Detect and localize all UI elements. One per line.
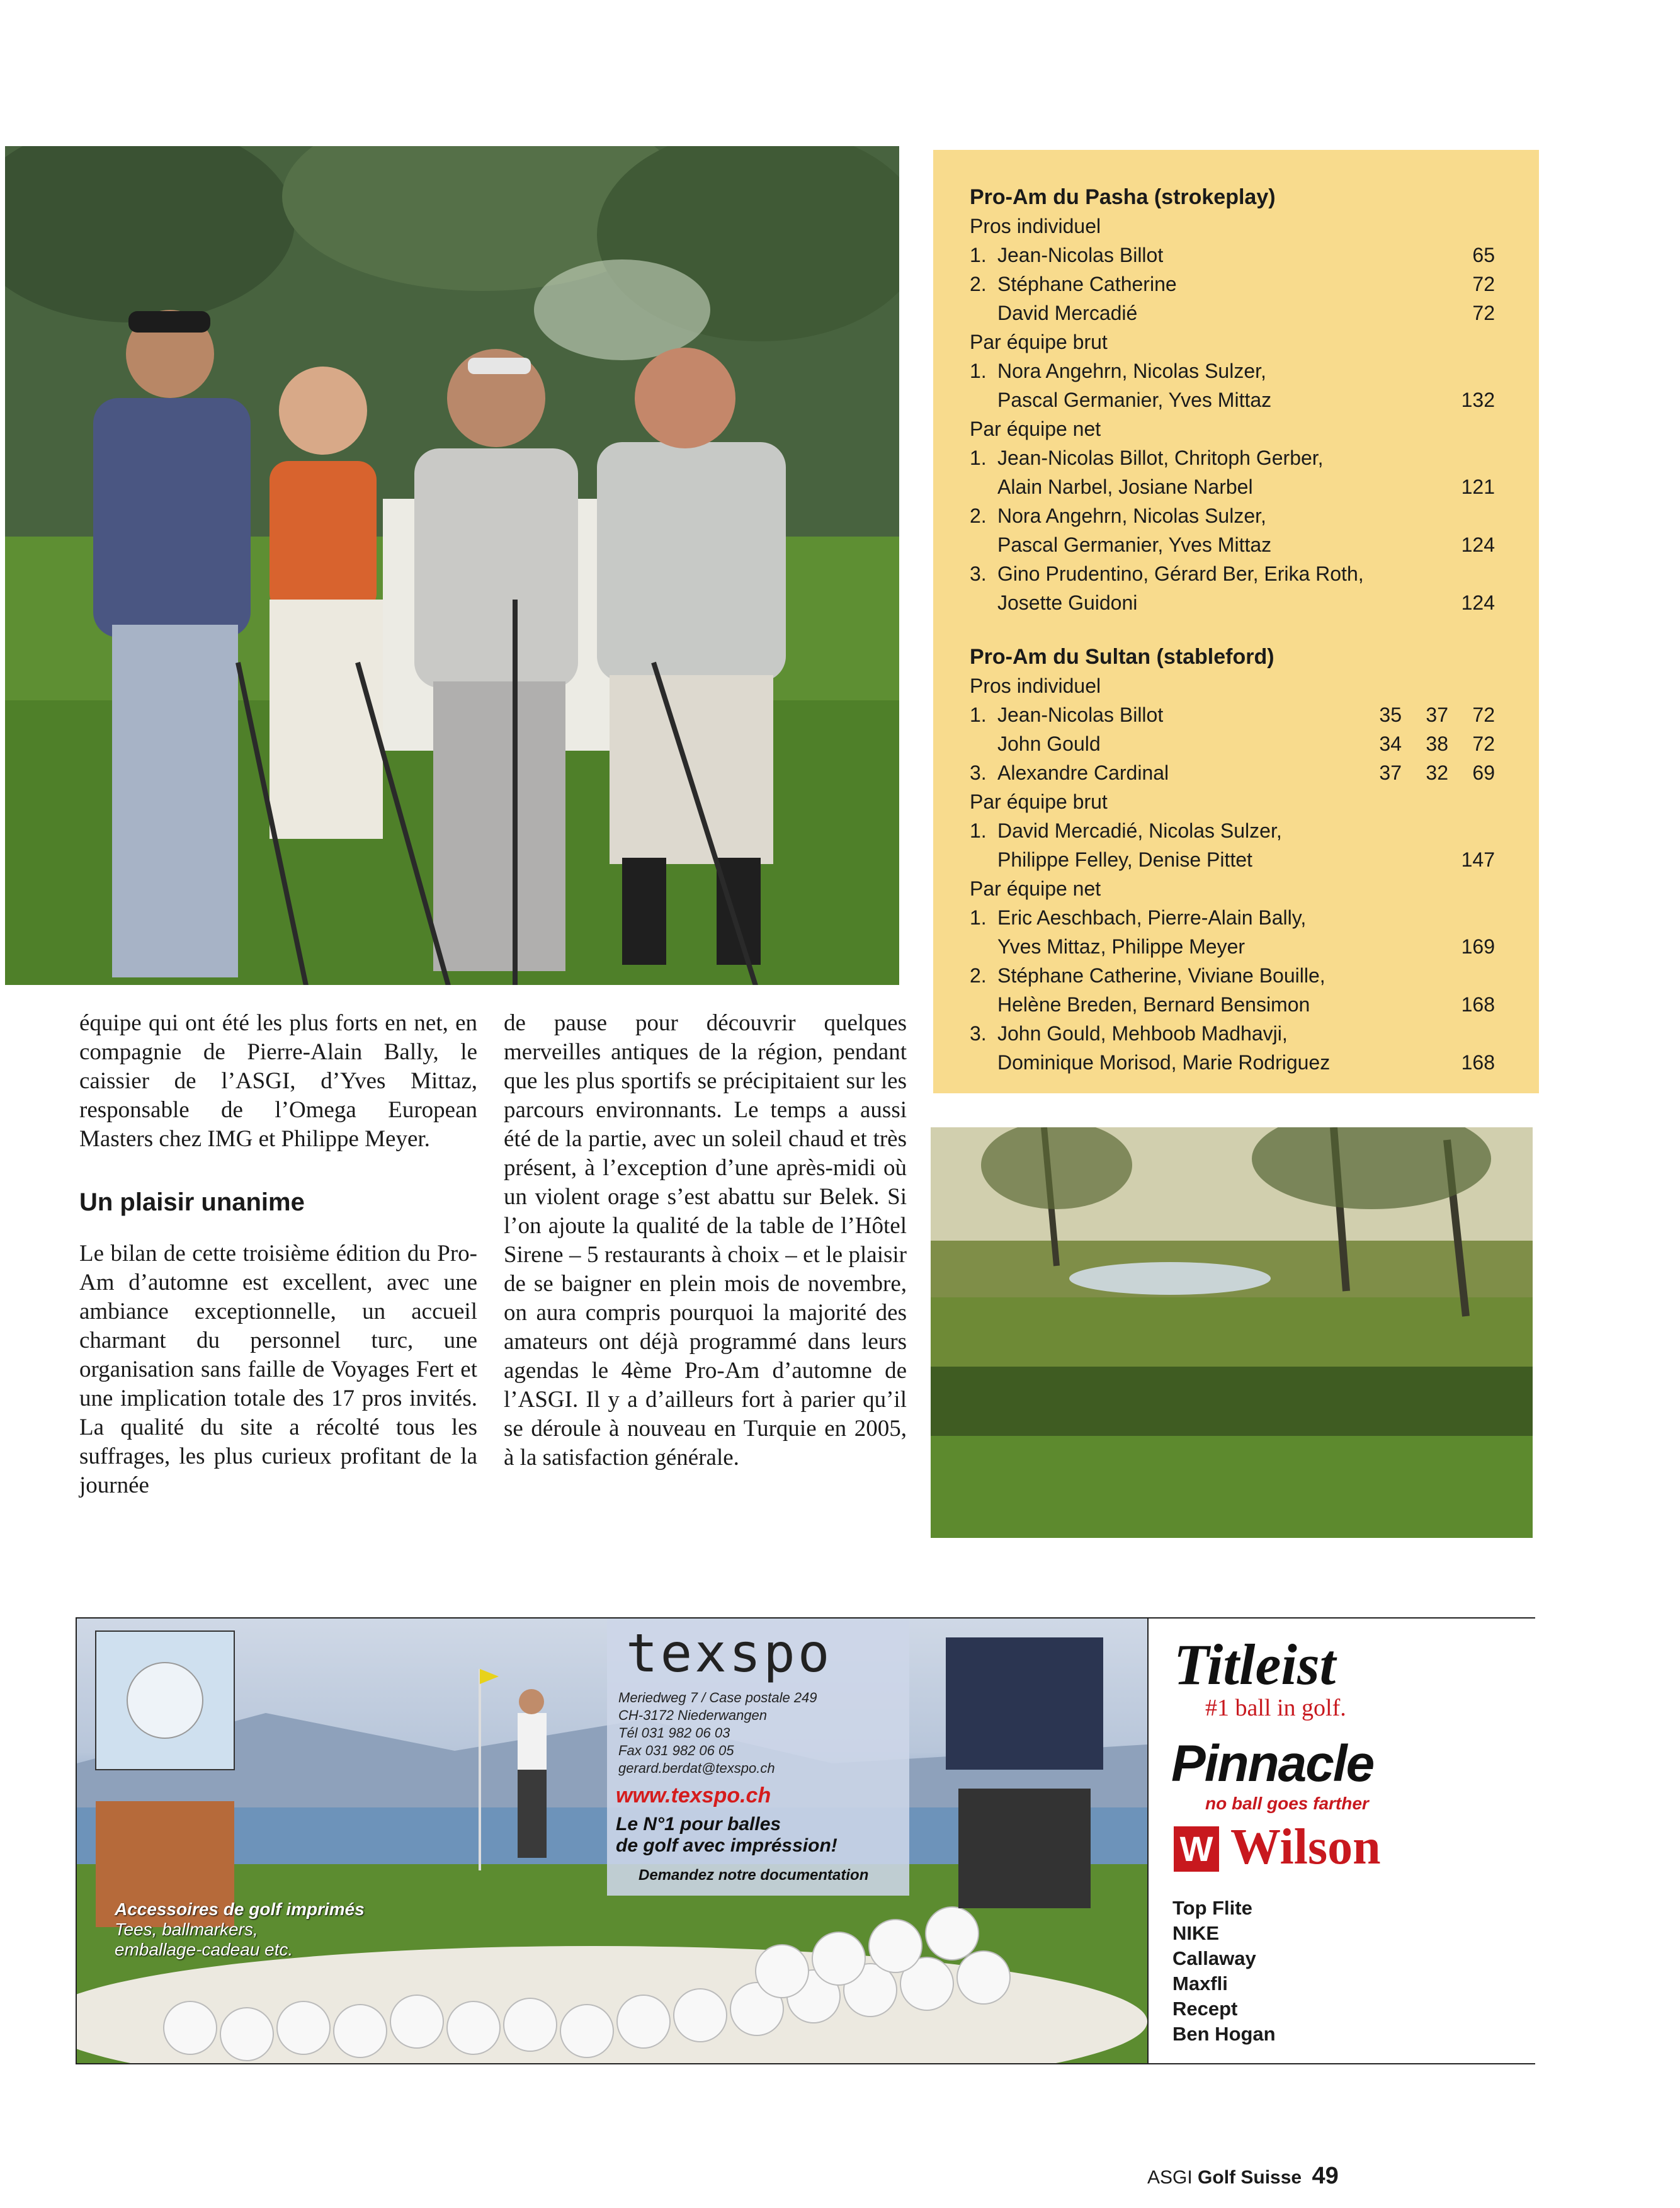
- wilson-w-icon: W: [1174, 1826, 1219, 1872]
- team-line2: Alain Narbel, Josiane Narbel: [997, 475, 1253, 498]
- footer-brand: Golf Suisse: [1198, 2167, 1302, 2188]
- pasha-title: Pro-Am du Pasha (strokeplay): [970, 185, 1276, 209]
- pinnacle-tagline: no ball goes farther: [1205, 1794, 1369, 1813]
- score: 147: [1461, 848, 1495, 871]
- sultan-net-team-row-cont: [970, 990, 1495, 1019]
- rank: 1.: [970, 703, 987, 726]
- texspo-advertisement: [76, 1617, 1535, 2064]
- sultan-brut-team-row-cont: [970, 845, 1495, 874]
- article-column-2: [504, 1009, 907, 1472]
- rank: 3.: [970, 562, 987, 585]
- address-line: Meriedweg 7 / Case postale 249: [618, 1690, 817, 1705]
- team-line2: Philippe Felley, Denise Pittet: [997, 848, 1252, 871]
- pasha-brut-label: Par équipe brut: [970, 331, 1108, 353]
- team-line1: David Mercadié, Nicolas Sulzer,: [997, 819, 1282, 842]
- results-pasha: [970, 183, 1495, 617]
- sultan-pro-row: [970, 729, 1495, 758]
- team-line1: Gino Prudentino, Gérard Ber, Erika Roth,: [997, 562, 1364, 585]
- sultan-net-team-row: [970, 903, 1495, 932]
- score: 169: [1461, 935, 1495, 958]
- pasha-net-team-row-cont: [970, 472, 1495, 501]
- texspo-claim-line1: Le N°1 pour balles: [616, 1814, 781, 1835]
- team-line2: Dominique Morisod, Marie Rodriguez: [997, 1051, 1331, 1074]
- round-2-score: 38: [1426, 732, 1448, 755]
- article-body-col1: Le bilan de cette troisième édition du Pro-Am d’automne est excellent, avec une ambiance exceptionnelle, un accueil charmant du personnel turc, une organisation sans faille de Voyages Fert et une implication totale des 17 pros invités. La qualité du site a récolté tous les suffrages, les plus curieux profitant de la journée: [79, 1241, 477, 1498]
- player-name: Stéphane Catherine: [997, 273, 1177, 295]
- pasha-net-team-row-cont: [970, 588, 1495, 617]
- rank: 1.: [970, 819, 987, 842]
- player-name: Jean-Nicolas Billot: [997, 703, 1164, 726]
- player-name: Jean-Nicolas Billot: [997, 244, 1164, 266]
- sultan-title: Pro-Am du Sultan (stableford): [970, 645, 1274, 669]
- texspo-logo: texspo: [626, 1622, 832, 1684]
- page-number: 49: [1312, 2163, 1339, 2189]
- address-line: CH-3172 Niederwangen: [618, 1707, 768, 1723]
- team-line1: John Gould, Mehboob Madhavji,: [997, 1022, 1288, 1045]
- footer-brand-prefix: ASGI: [1147, 2167, 1193, 2188]
- rank: 2.: [970, 504, 987, 527]
- texspo-info-panel: [607, 1619, 909, 1896]
- rank: 1.: [970, 447, 987, 469]
- article-intro: équipe qui ont été les plus forts en net, en compagnie de Pierre-Alain Bally, le caissier de l’ASGI, d’Yves Mittaz, responsable de l’Omega European Masters chez IMG et Philippe Meyer.: [79, 1010, 477, 1152]
- team-line1: Jean-Nicolas Billot, Chritoph Gerber,: [997, 447, 1324, 469]
- results-box: [933, 150, 1539, 1093]
- pasha-net-team-row: [970, 443, 1495, 472]
- results-sultan: [970, 642, 1495, 1077]
- course-photo: [931, 1127, 1533, 1538]
- address-line: Fax 031 982 06 05: [618, 1743, 734, 1758]
- brand-item: Ben Hogan: [1172, 2023, 1276, 2045]
- texspo-website-link[interactable]: www.texspo.ch: [616, 1784, 771, 1807]
- golf-course-illustration: [931, 1127, 1533, 1538]
- brand-item: Maxfli: [1172, 1972, 1228, 1995]
- sultan-brut-label: Par équipe brut: [970, 790, 1108, 813]
- wilson-logo: Wilson: [1230, 1819, 1381, 1875]
- player-name: David Mercadié: [997, 302, 1138, 324]
- total-score: 72: [1472, 732, 1495, 755]
- sultan-net-team-row-cont: [970, 932, 1495, 961]
- address-line: Tél 031 982 06 03: [618, 1725, 730, 1741]
- pasha-brut-team-row-cont: [970, 385, 1495, 414]
- brand-list: [1172, 1896, 1276, 2047]
- team-line1: Stéphane Catherine, Viviane Bouille,: [997, 964, 1325, 987]
- rank: 1.: [970, 906, 987, 929]
- sultan-net-team-row: [970, 961, 1495, 990]
- team-line1: Eric Aeschbach, Pierre-Alain Bally,: [997, 906, 1307, 929]
- team-line2: Helène Breden, Bernard Bensimon: [997, 993, 1310, 1016]
- accessories-line1: Tees, ballmarkers,: [115, 1920, 258, 1939]
- brand-item: Top Flite: [1172, 1897, 1252, 1919]
- texspo-cta: Demandez notre documentation: [639, 1867, 869, 1884]
- sultan-net-team-row-cont: [970, 1048, 1495, 1077]
- sultan-pros-label: Pros individuel: [970, 674, 1101, 697]
- rank: 1.: [970, 360, 987, 382]
- sultan-net-label: Par équipe net: [970, 877, 1101, 900]
- pasha-net-team-row-cont: [970, 530, 1495, 559]
- rank: 3.: [970, 1022, 987, 1045]
- score: 124: [1461, 533, 1495, 556]
- score: 168: [1461, 993, 1495, 1016]
- texspo-claim-line2: de golf avec impréssion!: [616, 1835, 837, 1856]
- address-line: gerard.berdat@texspo.ch: [618, 1760, 775, 1776]
- sultan-net-team-row: [970, 1019, 1495, 1048]
- accessories-caption: [115, 1899, 365, 1960]
- score: 65: [1472, 244, 1495, 266]
- round-1-score: 35: [1379, 703, 1402, 726]
- rank: 2.: [970, 964, 987, 987]
- brand-item: Callaway: [1172, 1947, 1256, 1969]
- article-body-col2: de pause pour découvrir quelques merveilles antiques de la région, pendant que les plus sportifs se précipitaient sur les parcours environnants. Le temps a aussi été de la partie, avec un soleil chaud et très présent, à l’exception d’une après-midi où un violent orage s’est abattu sur Belek. Si l’on ajoute la qualité de la table de l’Hôtel Sirene – 5 restaurants à choix – et le plaisir de se baigner en plein mois de novembre, on aura compris pourquoi la majorité des amateurs ont déjà programmé dans leurs agendas le 4ème Pro-Am d’automne de l’ASGI. Il y a d’ailleurs fort à parier qu’il se déroule à nouveau en Turquie en 2005, à la satisfaction générale.: [504, 1010, 907, 1471]
- round-1-score: 37: [1379, 761, 1402, 784]
- score: 132: [1461, 389, 1495, 411]
- player-name: John Gould: [997, 732, 1101, 755]
- rank: 2.: [970, 273, 987, 295]
- sultan-brut-team-row: [970, 816, 1495, 845]
- brand-item: Recept: [1172, 1998, 1238, 2020]
- accessories-line2: emballage-cadeau etc.: [115, 1940, 293, 1959]
- pasha-pro-row: [970, 241, 1495, 270]
- pasha-pro-row: [970, 299, 1495, 327]
- page-footer: [1147, 2163, 1339, 2190]
- group-photo: [5, 146, 899, 985]
- texspo-address: [618, 1689, 817, 1777]
- rank: 3.: [970, 761, 987, 784]
- titleist-logo: Titleist: [1174, 1632, 1336, 1697]
- article-subhead: Un plaisir unanime: [79, 1188, 305, 1216]
- score: 124: [1461, 591, 1495, 614]
- team-line1: Nora Angehrn, Nicolas Sulzer,: [997, 504, 1266, 527]
- pasha-brut-team-row: [970, 356, 1495, 385]
- total-score: 69: [1472, 761, 1495, 784]
- ad-brand-panel: [1147, 1619, 1535, 2063]
- team-line2: Pascal Germanier, Yves Mittaz: [997, 533, 1272, 556]
- pasha-net-label: Par équipe net: [970, 418, 1101, 440]
- score: 72: [1472, 273, 1495, 295]
- sultan-pro-row: [970, 758, 1495, 787]
- team-line2: Yves Mittaz, Philippe Meyer: [997, 935, 1246, 958]
- brand-item: NIKE: [1172, 1922, 1220, 1944]
- titleist-tagline: #1 ball in golf.: [1205, 1695, 1346, 1721]
- pinnacle-logo: Pinnacle: [1171, 1735, 1374, 1792]
- pasha-pro-row: [970, 270, 1495, 299]
- golfers-photo-illustration: [5, 146, 899, 985]
- sultan-pro-row: [970, 700, 1495, 729]
- team-line1: Nora Angehrn, Nicolas Sulzer,: [997, 360, 1266, 382]
- score: 121: [1461, 475, 1495, 498]
- pasha-pros-label: Pros individuel: [970, 215, 1101, 237]
- rank: 1.: [970, 244, 987, 266]
- round-1-score: 34: [1379, 732, 1402, 755]
- article-column-1: [79, 1009, 477, 1500]
- player-name: Alexandre Cardinal: [997, 761, 1169, 784]
- pasha-net-team-row: [970, 501, 1495, 530]
- team-line2: Pascal Germanier, Yves Mittaz: [997, 389, 1272, 411]
- total-score: 72: [1472, 703, 1495, 726]
- pasha-net-team-row: [970, 559, 1495, 588]
- round-2-score: 37: [1426, 703, 1448, 726]
- score: 72: [1472, 302, 1495, 324]
- ad-golf-scene: [77, 1619, 1147, 2063]
- round-2-score: 32: [1426, 761, 1448, 784]
- team-line2: Josette Guidoni: [997, 591, 1138, 614]
- accessories-title: Accessoires de golf imprimés: [115, 1899, 365, 1919]
- score: 168: [1461, 1051, 1495, 1074]
